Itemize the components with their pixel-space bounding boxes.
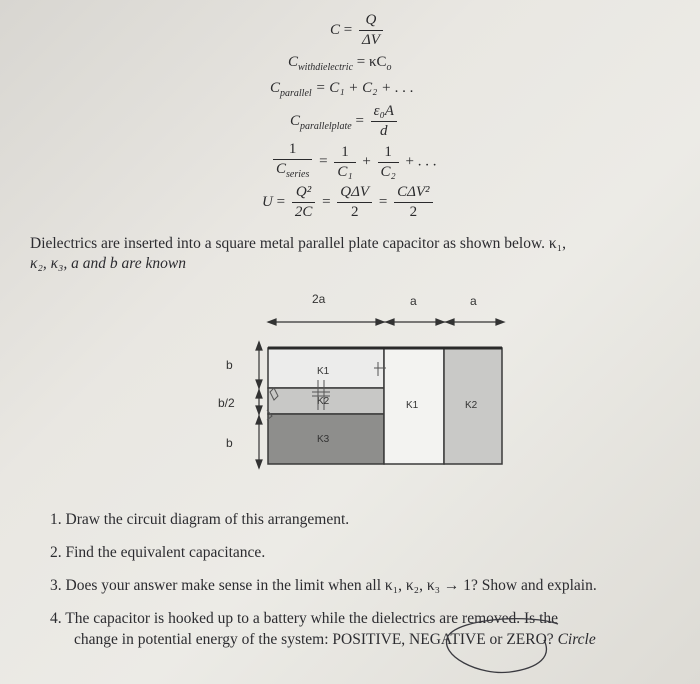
top-label-a-1: a — [410, 294, 417, 308]
numerator-q2: Q² — [292, 184, 316, 203]
fraction-eps-a-over-d — [371, 103, 397, 140]
region-label-k2-middle: K2 — [317, 396, 330, 407]
denominator-c: C — [276, 161, 287, 177]
question-2 — [50, 544, 265, 562]
formula-c: C — [330, 21, 341, 38]
top-label-2a: 2a — [312, 292, 326, 306]
denominator-2c: 2C — [294, 204, 313, 220]
subscript-series: series — [286, 169, 310, 180]
formula-parallel — [270, 80, 414, 99]
capacitor-diagram — [200, 280, 540, 480]
numerator-one: 1 — [273, 141, 312, 160]
formula-rhs: = C₁ + C₂ + . . . — [315, 80, 414, 96]
question-text: Does your answer make sense in the limit when all κ₁, κ₂, κ₃ → 1? Show and explain. — [65, 577, 597, 594]
numerator-q: Q — [359, 12, 383, 31]
left-dimension-arrows — [256, 342, 262, 468]
denominator-d: d — [380, 123, 388, 139]
region-label-k2-right: K2 — [465, 400, 478, 411]
problem-intro-line2: κ₂, κ₃, a and b are known — [30, 255, 186, 272]
subscript-withdielectric: withdielectric — [298, 62, 354, 73]
region-label-k1-top: K1 — [317, 366, 330, 377]
fraction-one-over-c2 — [378, 144, 399, 181]
fraction-one-over-cseries — [273, 141, 312, 183]
formula-with-dielectric — [288, 54, 392, 73]
formula-u: U — [262, 193, 273, 210]
question-number: 1. — [50, 511, 62, 528]
capacitor-svg — [200, 280, 540, 480]
formula-energy: U = $\frac{\text{Q²}}{2C}$ = $\frac{\text{QΔV}}{2}$ = $\frac{\text{CΔV²}}{2}$ — [262, 184, 436, 221]
region-label-k1-right: K1 — [406, 400, 419, 411]
formula-capacitance: C = $\frac{Q}{\Delta V}$ — [330, 12, 386, 49]
denominator-c1: C₁ — [337, 163, 353, 180]
fraction-cdv2-over-2 — [394, 184, 432, 221]
question-number: 4. — [50, 610, 62, 627]
top-label-a-2: a — [470, 294, 477, 308]
question-number: 3. — [50, 577, 62, 594]
numerator-qdv: QΔV — [337, 184, 372, 203]
fraction-qdv-over-2 — [337, 184, 372, 221]
question-tail: Circle — [557, 631, 596, 648]
question-text: Draw the circuit diagram of this arrangement. — [65, 511, 350, 528]
denominator-dv: ΔV — [361, 32, 380, 48]
region-label-k3-bottom: K3 — [317, 434, 330, 445]
problem-intro-line1: Dielectrics are inserted into a square metal parallel plate capacitor as shown below. κ₁, — [30, 235, 566, 252]
formula-series: $\frac{1}{C_{series}}$ = $\frac{1}{\text{C₁}}$ + $\frac{1}{\text{C₂}}$ + . . . — [270, 141, 436, 183]
numerator-cdv2: CΔV² — [394, 184, 432, 203]
subscript-parallelplate: parallelplate — [300, 120, 352, 132]
subscript-o: o — [386, 62, 392, 73]
numerator-eps-a: ε₀A — [371, 103, 397, 122]
numerator-one: 1 — [334, 144, 355, 163]
fraction-one-over-c1 — [334, 144, 355, 181]
left-label-b-half: b/2 — [218, 396, 235, 410]
question-text: The capacitor is hooked up to a battery while the dielectrics are removed. Is the — [65, 610, 559, 627]
formula-c-symbol: C — [288, 54, 299, 70]
denominator-2: 2 — [350, 204, 359, 220]
denominator-c2: C₂ — [380, 163, 396, 180]
formula-c-symbol: C — [270, 80, 281, 96]
question-3 — [50, 577, 597, 595]
fraction-q-over-dv — [359, 12, 383, 49]
formula-parallel-plate: $C_{parallelplate}$ = $\frac{\text{ε₀A}}{d}$ — [290, 103, 400, 140]
question-text: change in potential energy of the system: POSITIVE, NEGATIVE or ZERO? — [74, 631, 554, 648]
series-ellipsis: + . . . — [405, 153, 437, 170]
subscript-parallel: parallel — [280, 88, 312, 99]
question-1 — [50, 511, 349, 529]
fraction-q2-over-2c — [292, 184, 316, 221]
denominator-2: 2 — [409, 204, 418, 220]
question-number: 2. — [50, 544, 62, 561]
numerator-one: 1 — [378, 144, 399, 163]
hand-drawn-circle — [440, 616, 570, 680]
formula-c-symbol: C — [290, 112, 301, 129]
left-label-b-top: b — [226, 358, 233, 372]
formula-rhs: = κC — [356, 54, 387, 70]
left-label-b-bottom: b — [226, 436, 233, 450]
question-text: Find the equivalent capacitance. — [65, 544, 266, 561]
top-dimension-arrows — [268, 319, 504, 325]
